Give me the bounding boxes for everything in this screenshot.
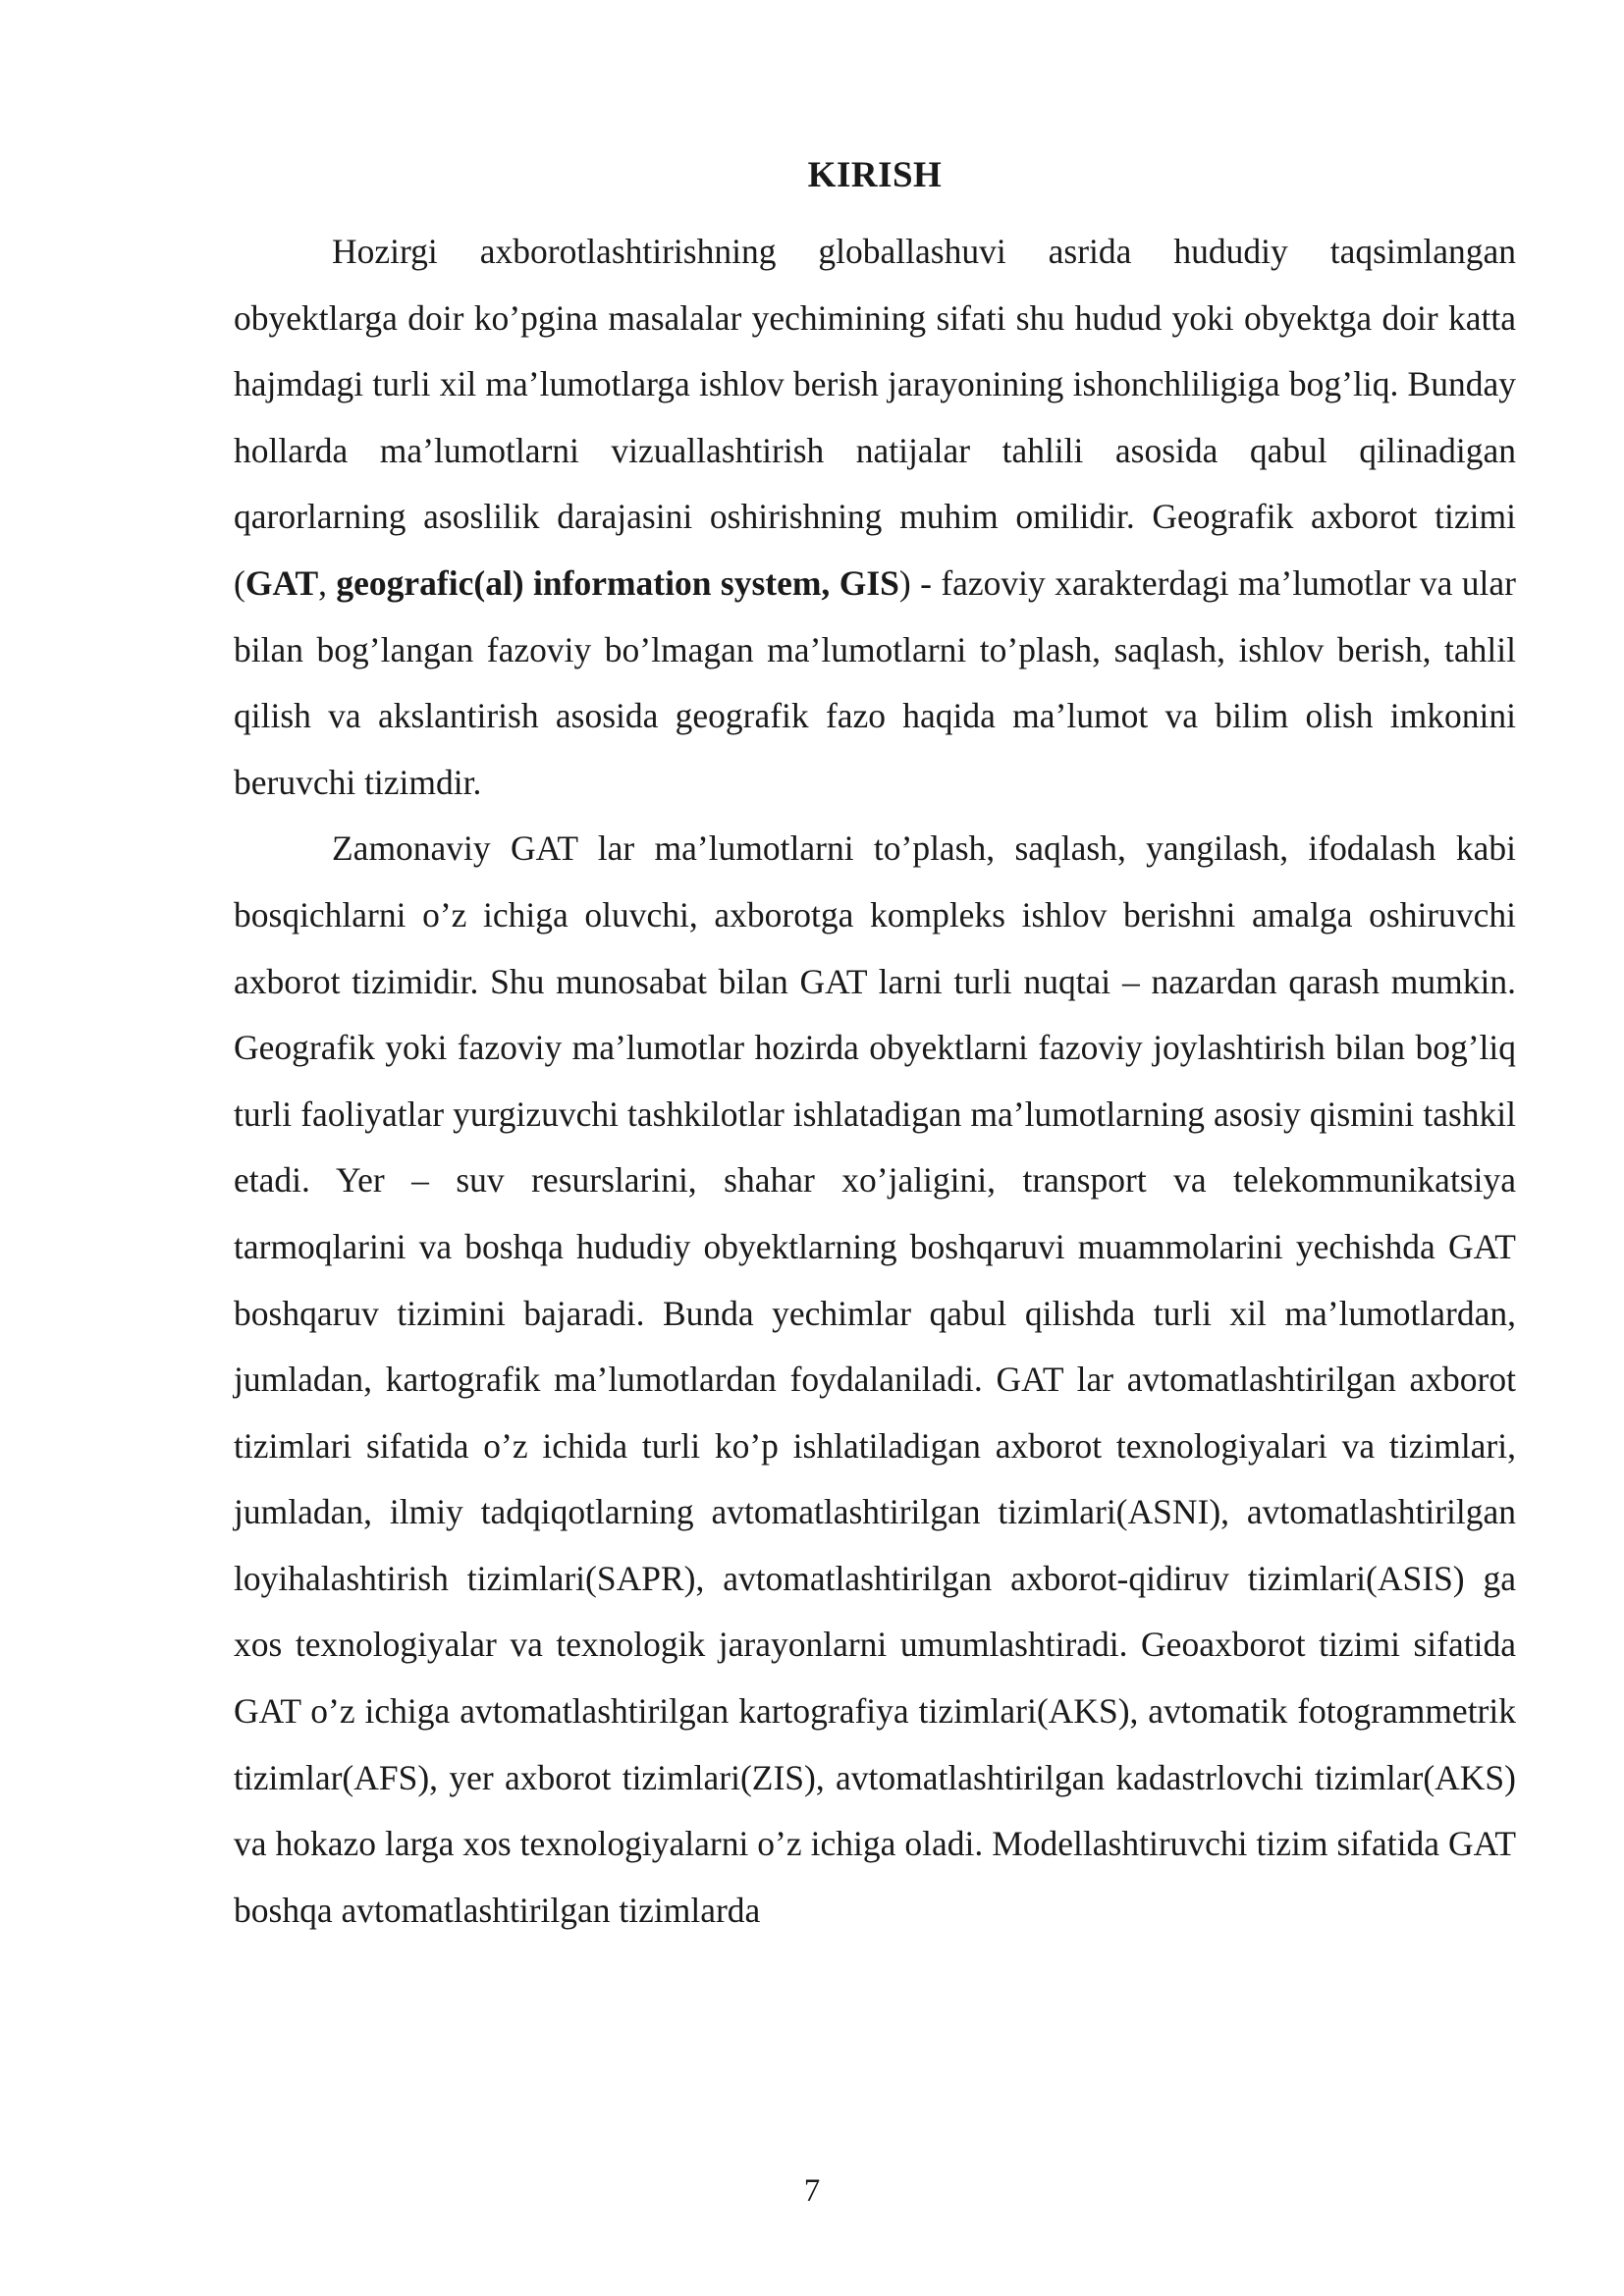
page-number: 7: [803, 2173, 821, 2209]
paragraph-1-text-b: ,: [318, 562, 337, 603]
page-title: KIRISH: [807, 155, 943, 195]
body-text: [234, 219, 1516, 1944]
paragraph-1-bold-gis: geografic(al) information system, GIS: [336, 562, 899, 603]
paragraph-1-bold-gat: GAT: [244, 562, 319, 603]
paragraph-2: Zamonaviy GAT lar ma’lumotlarni to’plash, saqlash, yangilash, ifodalash kabi bosqichlarni o’z ichiga oluvchi, axborotga kompleks ishlov berishni amalga oshiruvchi axborot tizimidir. Shu munosabat bilan GAT larni turli nuqtai – nazardan qarash mumkin. Geografik yoki fazoviy ma’lumotlar hozirda obyektlarni fazoviy joylashtirish bilan bog’liq turli faoliyatlar yurgizuvchi tashkilotlar ishlatadigan ma’lumotlarning asosiy qismini tashkil etadi. Yer – suv resurslarini, shahar xo’jaligini, transport va telekommunikatsiya tarmoqlarini va boshqa hududiy obyektlarning boshqaruvi muammolarini yechishda GAT boshqaruv tizimini bajaradi. Bunda yechimlar qabul qilishda turli xil ma’lumotlardan, jumladan, kartografik ma’lumotlardan foydalaniladi. GAT lar avtomatlashtirilgan axborot tizimlari sifatida o’z ichida turli ko’p ishlatiladigan axborot texnologiyalari va tizimlari, jumladan, ilmiy tadqiqotlarning avtomatlashtirilgan tizimlari(ASNI), avtomatlashtirilgan loyihalashtirish tizimlari(SAPR), avtomatlashtirilgan axborot-qidiruv tizimlari(ASIS) ga xos texnologiyalar va texnologik jarayonlarni umumlashtiradi. Geoaxborot tizimi sifatida GAT o’z ichiga avtomatlashtirilgan kartografiya tizimlari(AKS), avtomatik fotogrammetrik tizimlar(AFS), yer axborot tizimlari(ZIS), avtomatlashtirilgan kadastrlovchi tizimlar(AKS) va hokazo larga xos texnologiyalarni o’z ichiga oladi. Modellashtiruvchi tizim sifatida GAT boshqa avtomatlashtirilgan tizimlarda: [234, 828, 1516, 1930]
paragraph-1-text-c: ) - fazoviy xarakterdagi ma’lumotlar va ular bilan bog’langan fazoviy bo’lmagan ma’lumotlarni to’plash, saqlash, ishlov berish, tahlil qilish va akslantirish asosida geografik fazo haqida ma’lumot va bilim olish imkonini beruvchi tizimdir.: [234, 562, 1516, 802]
paragraph-1: [234, 219, 1516, 816]
paragraph-1-text-a: Hozirgi axborotlashtirishning globallashuvi asrida hududiy taqsimlangan obyektlarga doir ko’pgina masalalar yechimining sifati shu hudud yoki obyektga doir katta hajmdagi turli xil ma’lumotlarga ishlov berish jarayonining ishonchliligiga bog’liq. Bunday hollarda ma’lumotlarni vizuallashtirish natijalar tahlili asosida qabul qilinadigan qarorlarning asoslilik darajasini oshirishning muhim omilidir. Geografik axborot tizimi (: [234, 232, 1516, 603]
